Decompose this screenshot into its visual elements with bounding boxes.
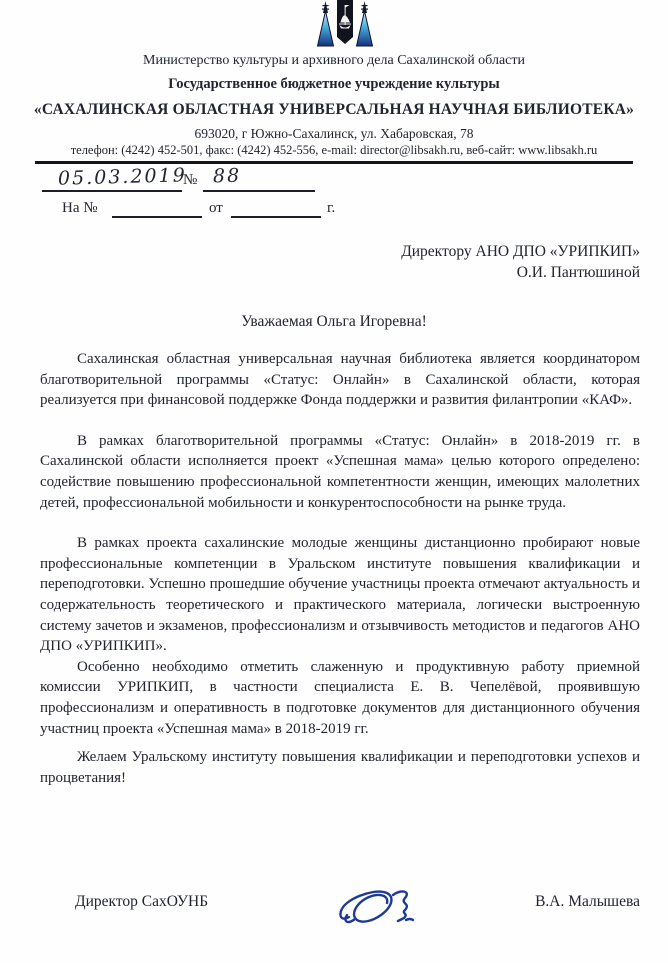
paragraph-4: Особенно необходимо отметить слаженную и продуктивную работу приемной комиссии УРИПКИП, в частности специалиста Е. В. Чепелёвой, проявившую профессионализм и оперативность в подготовке документов для дистанционного обучения участниц проекта «Успешная мама» в 2018-2019 гг. [40, 658, 640, 737]
letterhead-divider-rule [35, 161, 633, 164]
letterhead-address: 693020, г Южно-Сахалинск, ул. Хабаровская, 78 [194, 126, 474, 141]
letterhead-org-name: «САХАЛИНСКАЯ ОБЛАСТНАЯ УНИВЕРСАЛЬНАЯ НАУЧНАЯ БИБЛИОТЕКА» [33, 101, 635, 118]
sakhalin-coat-of-arms-icon [316, 0, 374, 48]
signer-position: Директор СахОУНБ [75, 893, 209, 910]
letterhead-ministry: Министерство культуры и архивного дела Сахалинской области [143, 53, 525, 68]
paragraph-3: В рамках проекта сахалинские молодые женщины дистанционно пробирают новые профессиональные компетенции в Уральском институте повышения квалификации и переподготовки. Успешно прошедшие обучение участницы проекта отмечают актуальность и содержательность теоретического и практического материала, логически выстроенную систему зачетов и экзаменов, профессионализм и отзывчивость методистов и педагогов АНО ДПО «УРИПКИП». [40, 535, 640, 655]
reply-year-suffix-label: г. [327, 200, 336, 216]
outgoing-date-handwritten: 05.03.2019 [57, 164, 188, 190]
number-sign-label: № [183, 172, 198, 188]
letterhead-contacts: телефон: (4242) 452-501, факс: (4242) 452-556, e-mail: director@libsakh.ru, веб-сайт: www.libsakh.ru [70, 143, 598, 157]
paragraph-5: Желаем Уральскому институту повышения квалификации и переподготовки успехов и процветания! [40, 749, 640, 786]
outgoing-number-handwritten: 88 [212, 164, 242, 188]
date-underline [42, 190, 182, 192]
handwritten-signature-icon [335, 883, 430, 941]
reply-number-underline [112, 216, 202, 218]
number-underline [203, 190, 315, 192]
reply-from-label: от [209, 200, 223, 216]
signature-block [40, 888, 640, 948]
letterhead-org-type: Государственное бюджетное учреждение культуры [168, 76, 500, 92]
letter-body [40, 349, 640, 788]
paragraph-1: Сахалинская областная универсальная научная библиотека является координатором благотворительной программы «Статус: Онлайн» в Сахалинской области, которая реализуется при финансовой поддержке Фонда поддержки и развития филантропии «КАФ». [40, 351, 640, 409]
addressee-line1: Директору АНО ДПО «УРИПКИП» [401, 243, 640, 260]
salutation: Уважаемая Ольга Игоревна! [241, 313, 427, 330]
addressee-line2: О.И. Пантюшиной [516, 264, 640, 281]
signer-name: В.А. Малышева [535, 893, 640, 910]
reply-to-number-label: На № [62, 200, 98, 216]
paragraph-2: В рамках благотворительной программы «Статус: Онлайн» в 2018-2019 гг. в Сахалинской области исполняется проект «Успешная мама» целью которого определено: содействие повышению профессиональной компетентности женщин, имеющих малолетних детей, профессиональной мобильности и конкурентоспособности на рынке труда. [40, 432, 640, 511]
reply-date-underline [231, 216, 321, 218]
addressee-block [401, 241, 640, 283]
